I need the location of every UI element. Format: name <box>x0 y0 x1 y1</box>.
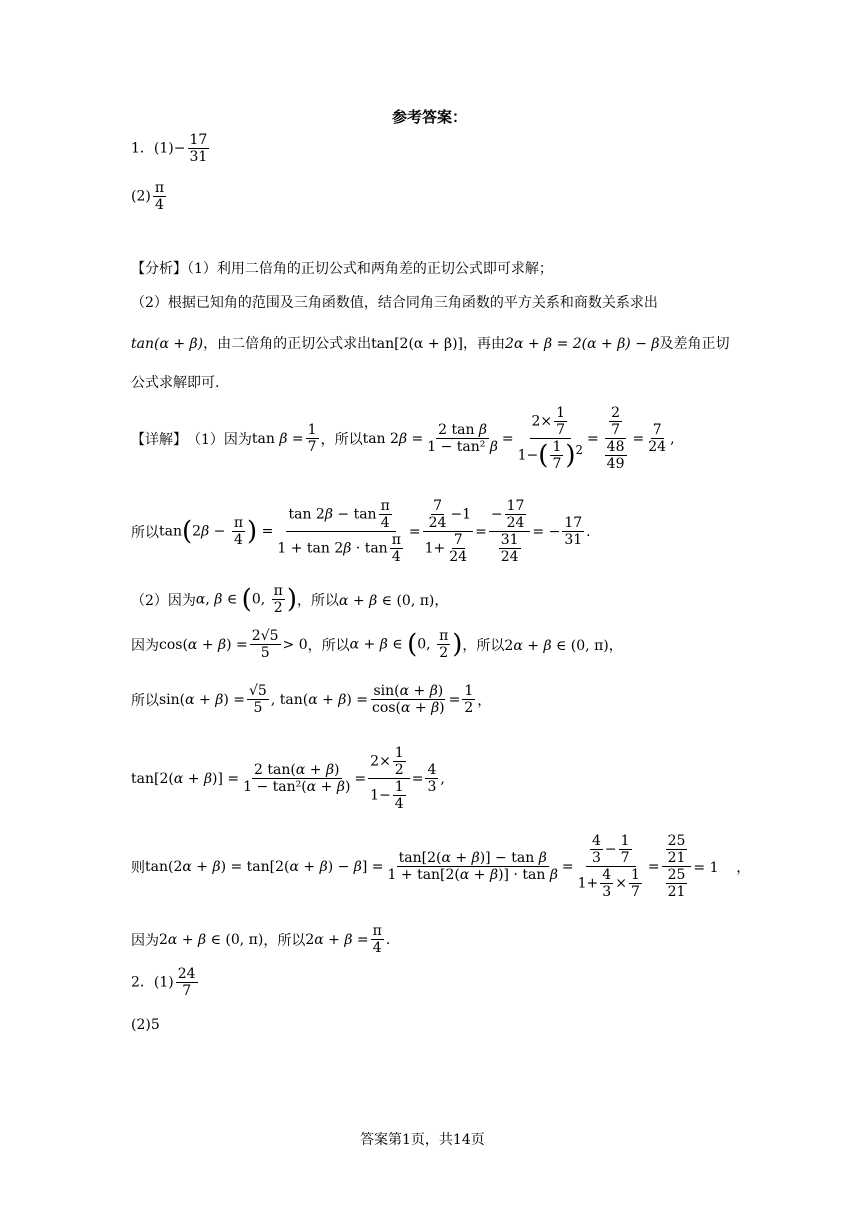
question-2-answer-2: (2)5 <box>131 1017 160 1033</box>
question-2-answer-1 <box>131 966 200 999</box>
fraction <box>489 498 531 565</box>
analysis-text: ，再由 <box>463 336 506 352</box>
denominator: 1− $\frac{1}{4}$ <box>370 779 404 813</box>
denominator: 1+ $\frac{4}{3}$ × $\frac{1}{7}$ <box>577 867 640 901</box>
fraction <box>250 628 281 661</box>
analysis-head: 【分析】 <box>131 261 187 277</box>
numerator: tan[2(α + β)] − tan β <box>398 850 547 867</box>
denominator: 7 <box>182 983 192 1000</box>
formula: tan(2α + β) = tan[2(α + β) − β] = <box>145 858 384 875</box>
numerator: 4 <box>427 762 437 779</box>
numerator: 1 <box>307 422 317 439</box>
numerator: − $\frac{17}{24}$ <box>489 498 531 532</box>
denominator: $\frac{48}{49}$ <box>606 439 625 473</box>
fraction <box>662 833 692 900</box>
denominator: $\frac{25}{21}$ <box>667 867 686 901</box>
analysis-text: 及差角正切 <box>659 336 730 352</box>
formula: α + β ∈ (0, π)， <box>338 592 449 609</box>
fraction <box>423 498 473 565</box>
denominator: 1 − tan² β <box>427 439 498 456</box>
equals: = <box>354 770 367 787</box>
equals: = − <box>532 523 561 540</box>
equals: = <box>561 858 574 875</box>
numerator: 17 <box>564 515 583 532</box>
fraction <box>576 833 646 900</box>
denominator: 4 <box>372 940 382 957</box>
denominator: 5 <box>253 700 263 717</box>
minus-sign: − <box>173 140 186 157</box>
formula: cos(α + β) = <box>159 636 248 653</box>
analysis-text: （1）利用二倍角的正切公式和两角差的正切公式即可求解； <box>187 261 553 277</box>
numerator: 1 <box>464 683 474 699</box>
fraction <box>247 683 269 716</box>
numerator: √5 <box>249 683 267 699</box>
fraction <box>516 405 585 472</box>
detail-line-6: tan[2(α + β)] = $\frac{2 \tan(\alpha + \beta)}{\text{1 − tan²(α + β)}}$ = 2× $\frac{1}{2}$ 1− $\frac{1}{4}$ = $\frac{4}{3}$ , <box>131 745 445 813</box>
equals: = <box>408 523 421 540</box>
equals: = <box>501 430 514 447</box>
detail-text: 所以 <box>131 524 159 541</box>
question-number: 2． <box>131 974 154 991</box>
fraction <box>241 762 352 795</box>
detail-text: ，所以 <box>320 431 363 448</box>
equals: = <box>647 858 660 875</box>
equals: = <box>632 430 645 447</box>
numerator: 7 <box>652 422 662 439</box>
question-number: 1． <box>131 140 154 157</box>
formula: , tan(α + β) = <box>270 691 369 708</box>
formula: α + β ∈ (0, $\frac{\pi}{2}$ ) <box>349 628 463 662</box>
fraction <box>386 850 560 883</box>
fraction <box>425 422 500 455</box>
numerator: sin(α + β) <box>373 683 444 699</box>
detail-text: ，所以 <box>462 637 505 654</box>
formula: = 1 ， <box>693 859 751 876</box>
question-1-answer-2 <box>131 180 168 213</box>
equals: = <box>475 523 487 540</box>
formula: tan[2(α + β)] <box>371 336 464 352</box>
denominator: 1 + tan[2(α + β)] · tan β <box>387 867 558 884</box>
detail-text: ，所以 <box>296 592 339 609</box>
detail-text: 因为 <box>131 932 159 949</box>
detail-text: （1）因为 <box>187 431 252 448</box>
numerator: 17 <box>189 132 208 148</box>
formula: tan[2(α + β)] = <box>131 770 240 787</box>
part-label: (2) <box>131 188 151 205</box>
fraction <box>176 966 198 999</box>
formula: 2α + β = <box>305 931 369 948</box>
numerator: $\frac{25}{21}$ <box>662 833 692 867</box>
detail-line-2: 所以 tan(2β − $\frac{\pi}{4}$ ) = tan 2β − tan $\frac{\pi}{4}$ 1 + tan 2β · tan $\frac{\pi}{4}$ = $\frac{7}{24}$ −1 1+ $\frac{7}{24}$ = − $\frac{17}{24}$ $\frac{31}{24}$ = − $\frac{17}{31}$ . <box>131 498 591 566</box>
fraction <box>188 132 210 165</box>
formula: α, β ∈ (0, $\frac{\pi}{2}$ ) <box>195 583 297 617</box>
numerator: 2× $\frac{1}{7}$ <box>530 405 572 439</box>
fraction <box>306 422 319 455</box>
analysis-line-3 <box>131 333 729 353</box>
page-title: 参考答案： <box>392 108 468 126</box>
denominator: 5 <box>260 645 270 662</box>
fraction <box>425 762 438 795</box>
detail-text: （2）因为 <box>131 592 196 609</box>
detail-line-4 <box>131 628 623 661</box>
denominator: 24 <box>648 439 667 456</box>
fraction <box>601 405 631 472</box>
formula: 2α + β ∈ (0, π) <box>159 931 264 948</box>
fraction <box>371 923 384 956</box>
detail-text: 所以 <box>131 692 159 709</box>
equals: = <box>586 430 599 447</box>
fraction <box>462 683 475 716</box>
numerator: $\frac{2}{7}$ <box>605 405 626 439</box>
denominator: 3 <box>427 779 437 796</box>
formula: 2α + β = 2(α + β) − β <box>505 336 660 352</box>
analysis-line-2: （2）根据已知角的范围及三角函数值，结合同角三角函数的平方关系和商数关系求出 <box>131 295 658 311</box>
analysis-line-4: 公式求解即可. <box>131 375 220 391</box>
question-1-answer-1 <box>131 132 211 165</box>
detail-text: ，所以 <box>263 932 306 949</box>
denominator: 4 <box>154 197 164 214</box>
fraction <box>275 498 407 565</box>
fraction <box>370 683 447 716</box>
numerator: $\frac{7}{24}$ −1 <box>423 498 473 532</box>
formula: > 0 <box>282 636 308 653</box>
detail-line-8: 因为 2α + β ∈ (0, π) ，所以 2α + β = $\frac{\pi}{4}$ . <box>131 923 391 957</box>
fraction <box>562 515 584 548</box>
detail-text: 则 <box>131 859 145 876</box>
denominator: 1 − tan²(α + β) <box>243 779 351 796</box>
formula: tan(2β − $\frac{\pi}{4}$ ) = <box>159 515 274 549</box>
detail-text: ，所以 <box>307 637 350 654</box>
formula: tan(α + β) <box>131 336 204 352</box>
part-label: (1) <box>153 974 174 991</box>
formula: tan 2β = <box>362 430 424 447</box>
analysis-text: ，由二倍角的正切公式求出 <box>203 336 372 352</box>
fraction <box>646 422 668 455</box>
detail-head: 【详解】 <box>131 431 187 448</box>
denominator: 31 <box>189 149 208 166</box>
numerator: π <box>372 923 382 939</box>
analysis-line-1 <box>131 258 553 278</box>
part-label: (1) <box>153 140 174 157</box>
formula: sin(α + β) = <box>159 691 245 708</box>
denominator: $\frac{31}{24}$ <box>500 532 519 566</box>
formula: 2α + β ∈ (0, π)， <box>504 637 623 654</box>
denominator: 1−( $\frac{1}{7}$ )$^2$ <box>517 439 583 473</box>
detail-line-1: 【详解】 （1）因为 tan β = $\frac{1}{7}$ ，所以 tan 2β = $\frac{\text{2 tan β}}{\text{1 − tan² β}}$ = 2× $\frac{1}{7}$ 1−( $\frac{1}{7}$ )$^2$ = $\frac{\frac{2}{7}}{\frac{48}{49}}$ = $\frac{7}{24}$ , <box>131 405 675 473</box>
numerator: 2× $\frac{1}{2}$ <box>368 745 410 779</box>
denominator: cos(α + β) <box>372 700 445 717</box>
numerator: 2 tan β <box>438 422 487 439</box>
numerator: 2√5 <box>251 628 279 644</box>
denominator: 2 <box>464 700 474 717</box>
numerator: 24 <box>177 966 196 982</box>
numerator: 2 tan(α + β) <box>254 762 340 779</box>
equals: = <box>448 691 461 708</box>
equals: = <box>411 770 424 787</box>
formula: tan β = <box>251 430 304 447</box>
denominator: 1+ $\frac{7}{24}$ <box>424 532 468 566</box>
numerator: π <box>154 180 165 196</box>
fraction <box>153 180 166 213</box>
page-footer: 答案第1页，共14页 <box>360 1132 485 1148</box>
detail-line-5: 所以 sin(α + β) = $\frac{√5}{5}$ , tan(α + β) = $\frac{\sin(\alpha + \beta)}{\cos(\alpha + \beta)}$ = $\frac{1}{2}$ ， <box>131 683 492 717</box>
denominator: 7 <box>307 439 317 456</box>
numerator: $\frac{4}{3}$ − $\frac{1}{7}$ <box>586 833 636 867</box>
fraction <box>368 745 410 812</box>
numerator: tan 2β − tan $\frac{\pi}{4}$ <box>286 498 395 532</box>
detail-line-7 <box>131 833 750 900</box>
denominator: 31 <box>564 532 583 549</box>
denominator: 1 + tan 2β · tan $\frac{\pi}{4}$ <box>277 532 401 566</box>
detail-line-3 <box>131 583 448 616</box>
detail-text: 因为 <box>131 637 159 654</box>
